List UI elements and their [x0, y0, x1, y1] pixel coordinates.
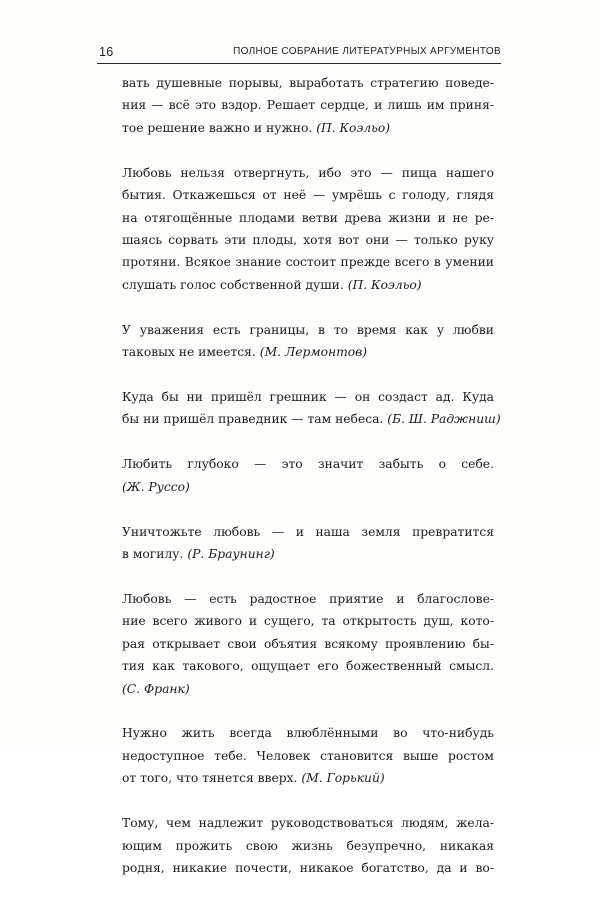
quote-author: (Б. Ш. Раджниш) [387, 412, 501, 427]
quote [122, 722, 494, 789]
text-line: протяни. Всякое знание состоит прежде всего в умении [122, 255, 494, 270]
text-line: бытия. Откажешься от неё — умрёшь с голоду, глядя [122, 188, 494, 203]
text-line: на отягощённые плодами ветви древа жизни и не ре- [122, 210, 494, 225]
quote [122, 162, 494, 296]
text-line: Тому, чем надлежит руководствоваться людям, жела- [122, 816, 494, 831]
quote [122, 453, 494, 498]
quote-text: бы ни пришёл праведник — там небеса. [122, 412, 384, 427]
text-line [122, 117, 494, 139]
text-line: Любовь — есть радостное приятие и благослове- [122, 591, 494, 606]
text-line: У уважения есть границы, в то время как у любви [122, 322, 494, 337]
quote-text: слушать голос собственной души. [122, 277, 344, 292]
quote [122, 588, 494, 700]
quote-text: таковых не имеется. [122, 345, 256, 360]
text-line: ния — всё это вздор. Решает сердце, и лишь им приня- [122, 98, 494, 113]
text-line [122, 341, 494, 363]
quote-author: (П. Коэльо) [347, 277, 422, 292]
running-title: ПОЛНОЕ СОБРАНИЕ ЛИТЕРАТУРНЫХ АРГУМЕНТОВ [233, 46, 501, 57]
text-line: недоступное тебе. Человек становится выше ростом [122, 748, 494, 763]
text-line [122, 408, 501, 430]
quote-text: от того, что тянется вверх. [122, 771, 298, 786]
page-number: 16 [99, 45, 114, 59]
text-line: шаясь сорвать эти плоды, хотя вот они — только руку [122, 232, 494, 247]
quote [122, 812, 494, 879]
quote [122, 72, 494, 139]
quote-author: (С. Франк) [122, 681, 190, 696]
page-header [97, 43, 501, 64]
quote-text: тое решение важно и нужно. [122, 120, 313, 135]
quote-author: (М. Лермонтов) [259, 345, 368, 360]
text-line: рая открывает свои объятия всякому проявлению бы- [122, 636, 494, 651]
text-line: тия как такового, ощущает его божественный смысл. [122, 659, 494, 674]
text-line: Уничтожьте любовь — и наша земля превратится [122, 524, 494, 539]
quote-author: (Р. Браунинг) [187, 547, 275, 561]
quote-author: (М. Горький) [301, 771, 385, 786]
text-line: Любовь нельзя отвергнуть, ибо это — пища нашего [122, 165, 494, 180]
text-line: ющим прожить свою жизнь безупречно, никакая [122, 838, 494, 853]
text-line [122, 543, 494, 565]
text-line [122, 767, 494, 789]
text-line: Нужно жить всегда влюблёнными во что-нибудь [122, 726, 494, 741]
text-line: Куда бы ни пришёл грешник — он создаст ад. Куда [122, 389, 494, 404]
text-line [122, 274, 494, 296]
text-line: вать душевные порывы, выработать стратегию поведе- [122, 76, 494, 90]
quote [122, 521, 494, 566]
text-line: родня, никакие почести, никакое богатство, да и во- [122, 860, 494, 875]
quote-text: в могилу. [122, 547, 184, 561]
quote [122, 319, 494, 364]
quote-author: (Ж. Руссо) [122, 479, 190, 494]
text-line: Любить глубоко — это значит забыть о себе. [122, 457, 494, 472]
page-body [122, 72, 501, 902]
quote-author: (П. Коэльо) [316, 120, 391, 135]
quote [122, 386, 501, 431]
text-line: ние всего живого и сущего, та открытость душ, кото- [122, 614, 494, 629]
